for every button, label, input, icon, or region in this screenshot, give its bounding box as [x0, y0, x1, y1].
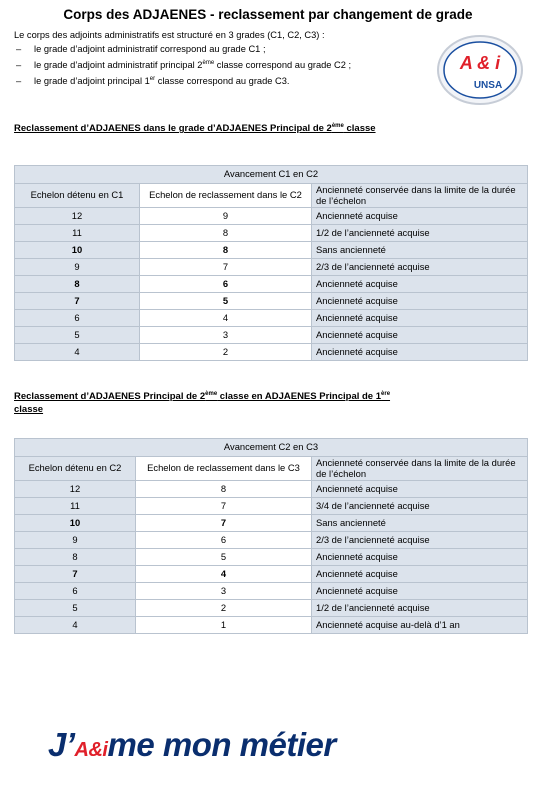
brand-slogan: J’A&ime mon métier	[48, 726, 336, 763]
col-echelon-detenu: 4	[15, 617, 136, 634]
col-anciennete: Sans ancienneté	[312, 242, 528, 259]
table1-header-3: Ancienneté conservée dans la limite de la durée de l’échelon	[312, 184, 528, 208]
col-anciennete: Ancienneté acquise au-delà d’1 an	[312, 617, 528, 634]
col-echelon-reclassement: 5	[136, 549, 312, 566]
col-anciennete: Ancienneté acquise	[312, 344, 528, 361]
col-anciennete: 3/4 de l’ancienneté acquise	[312, 498, 528, 515]
col-echelon-detenu: 5	[15, 327, 140, 344]
col-echelon-reclassement: 8	[136, 481, 312, 498]
col-echelon-detenu: 11	[15, 498, 136, 515]
table-row	[15, 327, 528, 344]
col-echelon-reclassement: 4	[140, 310, 312, 327]
table-row	[15, 566, 528, 583]
table2-header-3: Ancienneté conservée dans la limite de la durée de l’échelon	[312, 457, 528, 481]
table1-header-2: Echelon de reclassement dans le C2	[140, 184, 312, 208]
col-echelon-detenu: 11	[15, 225, 140, 242]
col-echelon-reclassement: 2	[136, 600, 312, 617]
table-c1-c2	[14, 165, 528, 361]
col-echelon-detenu: 6	[15, 583, 136, 600]
svg-text:A & i: A & i	[459, 53, 501, 73]
table-row	[15, 293, 528, 310]
table2-body	[15, 481, 528, 634]
table-row	[15, 617, 528, 634]
table1-caption: Avancement C1 en C2	[15, 166, 528, 184]
col-echelon-reclassement: 6	[140, 276, 312, 293]
col-anciennete: Sans ancienneté	[312, 515, 528, 532]
table1-header-1: Echelon détenu en C1	[15, 184, 140, 208]
col-echelon-reclassement: 8	[140, 225, 312, 242]
col-echelon-detenu: 9	[15, 532, 136, 549]
col-echelon-detenu: 9	[15, 259, 140, 276]
col-echelon-detenu: 8	[15, 549, 136, 566]
col-echelon-detenu: 12	[15, 481, 136, 498]
col-anciennete: 2/3 de l’ancienneté acquise	[312, 259, 528, 276]
col-anciennete: 2/3 de l’ancienneté acquise	[312, 532, 528, 549]
table-row	[15, 549, 528, 566]
col-echelon-detenu: 7	[15, 293, 140, 310]
col-echelon-reclassement: 5	[140, 293, 312, 310]
section2-heading: Reclassement d’ADJAENES Principal de 2ème classe en ADJAENES Principal de 1ère classe	[14, 391, 391, 415]
table-row	[15, 344, 528, 361]
table2-caption: Avancement C2 en C3	[15, 439, 528, 457]
col-anciennete: Ancienneté acquise	[312, 276, 528, 293]
page-title: Corps des ADJAENES - reclassement par changement de grade	[63, 7, 473, 22]
table-row	[15, 583, 528, 600]
col-echelon-detenu: 10	[15, 515, 136, 532]
col-echelon-detenu: 5	[15, 600, 136, 617]
col-anciennete: Ancienneté acquise	[312, 583, 528, 600]
bullet-c3: – le grade d’adjoint principal 1er classe correspond au grade C3.	[16, 76, 290, 86]
table-row	[15, 515, 528, 532]
col-echelon-reclassement: 8	[140, 242, 312, 259]
table-row	[15, 481, 528, 498]
table1-body	[15, 208, 528, 361]
col-echelon-reclassement: 7	[136, 498, 312, 515]
col-echelon-detenu: 6	[15, 310, 140, 327]
col-echelon-reclassement: 1	[136, 617, 312, 634]
col-echelon-reclassement: 3	[140, 327, 312, 344]
section1-heading: Reclassement d’ADJAENES dans le grade d’ADJAENES Principal de 2ème classe	[14, 123, 376, 134]
col-echelon-reclassement: 7	[140, 259, 312, 276]
col-echelon-detenu: 10	[15, 242, 140, 259]
table-row	[15, 532, 528, 549]
col-echelon-reclassement: 4	[136, 566, 312, 583]
table-row	[15, 225, 528, 242]
col-anciennete: Ancienneté acquise	[312, 327, 528, 344]
col-anciennete: Ancienneté acquise	[312, 481, 528, 498]
col-echelon-reclassement: 6	[136, 532, 312, 549]
col-anciennete: Ancienneté acquise	[312, 208, 528, 225]
table-c2-c3	[14, 438, 528, 634]
table-row	[15, 276, 528, 293]
col-echelon-reclassement: 7	[136, 515, 312, 532]
col-anciennete: 1/2 de l’ancienneté acquise	[312, 225, 528, 242]
col-echelon-detenu: 4	[15, 344, 140, 361]
aei-unsa-logo	[436, 34, 524, 106]
table2-header-2: Echelon de reclassement dans le C3	[136, 457, 312, 481]
col-anciennete: Ancienneté acquise	[312, 310, 528, 327]
col-anciennete: Ancienneté acquise	[312, 549, 528, 566]
table-row	[15, 259, 528, 276]
col-echelon-reclassement: 3	[136, 583, 312, 600]
col-echelon-reclassement: 2	[140, 344, 312, 361]
col-anciennete: Ancienneté acquise	[312, 566, 528, 583]
col-anciennete: Ancienneté acquise	[312, 293, 528, 310]
table2-header-1: Echelon détenu en C2	[15, 457, 136, 481]
table-row	[15, 242, 528, 259]
col-echelon-detenu: 7	[15, 566, 136, 583]
bullet-c1: – le grade d’adjoint administratif correspond au grade C1 ;	[16, 44, 266, 54]
table-row	[15, 208, 528, 225]
bullet-c2: – le grade d’adjoint administratif principal 2ème classe correspond au grade C2 ;	[16, 60, 352, 70]
intro-text: Le corps des adjoints administratifs est structuré en 3 grades (C1, C2, C3) :	[14, 30, 325, 40]
col-anciennete: 1/2 de l’ancienneté acquise	[312, 600, 528, 617]
col-echelon-detenu: 12	[15, 208, 140, 225]
table-row	[15, 498, 528, 515]
svg-text:UNSA: UNSA	[473, 80, 503, 91]
col-echelon-detenu: 8	[15, 276, 140, 293]
col-echelon-reclassement: 9	[140, 208, 312, 225]
table-row	[15, 600, 528, 617]
table-row	[15, 310, 528, 327]
